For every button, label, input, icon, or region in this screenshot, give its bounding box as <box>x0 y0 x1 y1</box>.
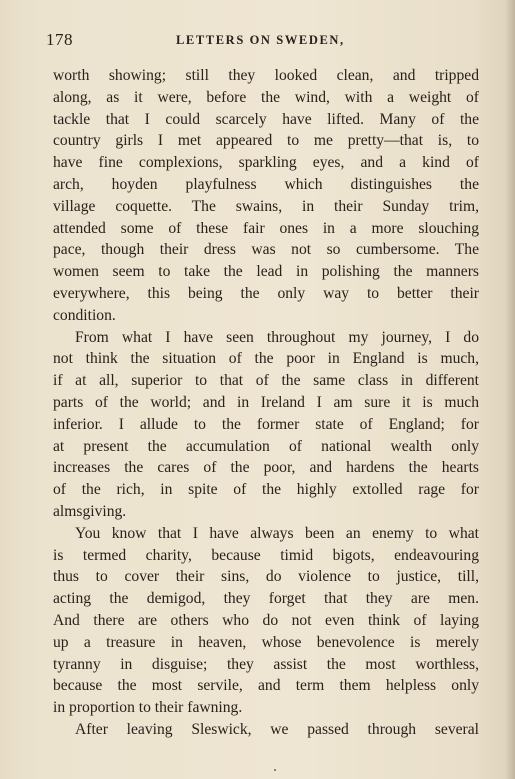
text-line: along, as it were, before the wind, with a weight of <box>53 88 479 106</box>
text-line: condition. <box>53 306 116 324</box>
binding-shadow <box>505 0 515 779</box>
text-line: tyranny in disguise; they assist the most worthless, <box>53 655 479 673</box>
text-line: almsgiving. <box>53 502 127 520</box>
text-line: acting the demigod, they forget that they are men. <box>53 590 479 608</box>
text-line: up a treasure in heaven, whose benevolence is merely <box>53 633 479 651</box>
text-line: at present the accumulation of national wealth only <box>53 437 479 455</box>
paragraph-3 <box>53 523 479 719</box>
running-head: LETTERS ON SWEDEN, <box>176 33 345 47</box>
text-line: because the most servile, and term them helpless only <box>53 677 479 695</box>
text-line: parts of the world; and in Ireland I am sure it is much <box>53 393 479 411</box>
text-line: arch, hoyden playfulness which distinguishes the <box>53 175 479 193</box>
text-line: women seem to take the lead in polishing the manners <box>53 263 479 281</box>
text-line: thus to cover their sins, do violence to justice, till, <box>53 568 479 586</box>
text-line: if at all, superior to that of the same class in different <box>53 372 479 390</box>
text-line: inferior. I allude to the former state of England; for <box>53 415 479 433</box>
text-line: country girls I met appeared to me pretty—that is, to <box>53 132 479 150</box>
paragraph-1 <box>53 65 479 327</box>
page-number: 178 <box>46 30 73 49</box>
text-line: not think the situation of the poor in England is much, <box>53 350 479 368</box>
page-header <box>46 30 486 52</box>
text-line: worth showing; still they looked clean, and tripped <box>53 67 479 84</box>
text-line: village coquette. The swains, in their Sunday trim, <box>53 197 479 215</box>
text-line: tackle that I could scarcely have lifted. Many of the <box>53 110 479 128</box>
text-line: of the rich, in spite of the highly extolled rage for <box>53 481 479 499</box>
text-line: everywhere, this being the only way to better their <box>53 284 479 302</box>
text-line: After leaving Sleswick, we passed through several <box>75 720 479 738</box>
text-line: You know that I have always been an enemy to what <box>75 524 479 542</box>
paragraph-2 <box>53 327 479 523</box>
text-line: increases the cares of the poor, and hardens the hearts <box>53 459 479 477</box>
paragraph-4 <box>53 719 479 741</box>
text-line: From what I have seen throughout my journey, I do <box>75 328 479 346</box>
text-line: pace, though their dress was not so cumbersome. The <box>53 241 479 259</box>
text-line: attended some of these fair ones in a more slouching <box>53 219 479 237</box>
body-text <box>53 65 479 741</box>
print-speck <box>274 769 276 771</box>
text-line: is termed charity, because timid bigots, endeavouring <box>53 546 479 564</box>
text-line: in proportion to their fawning. <box>53 699 243 717</box>
text-line: And there are others who do not even think of laying <box>53 611 479 629</box>
text-line: have fine complexions, sparkling eyes, and a kind of <box>53 154 479 172</box>
